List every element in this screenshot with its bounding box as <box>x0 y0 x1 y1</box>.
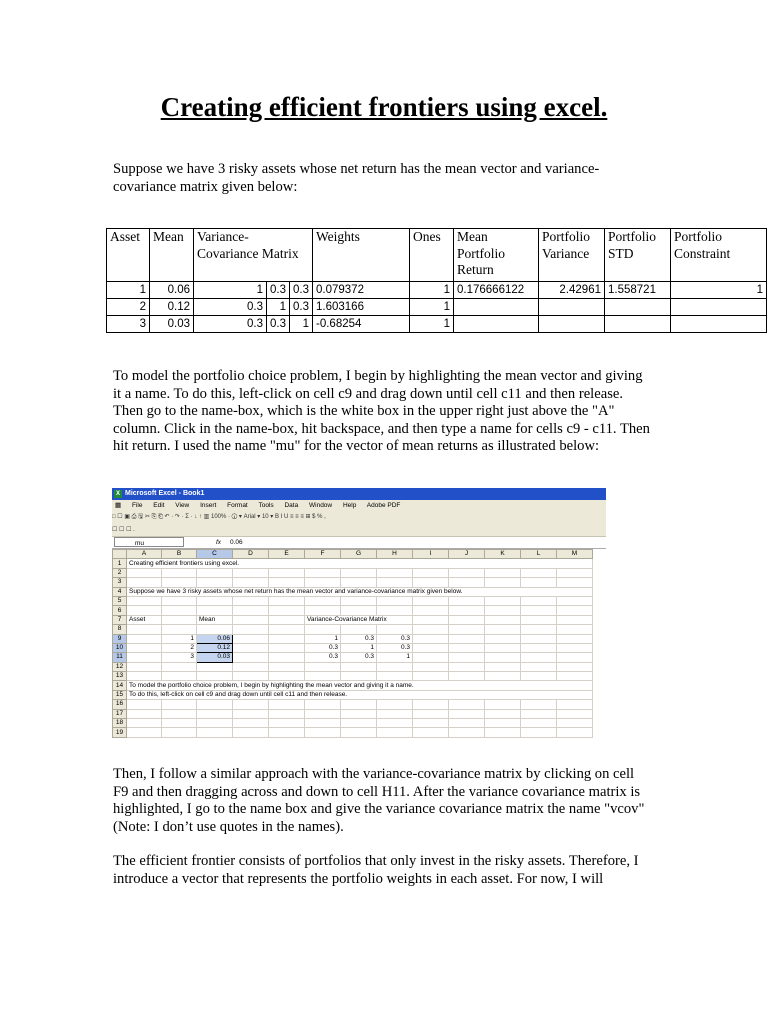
excel-title-bar <box>112 488 606 500</box>
cell: 0.06 <box>150 282 194 299</box>
cell <box>671 316 767 333</box>
row-header[interactable]: 17 <box>113 709 127 718</box>
row-header[interactable]: 14 <box>113 681 127 690</box>
cell-g9[interactable]: 0.3 <box>341 634 377 643</box>
cell: 1 <box>671 282 767 299</box>
cell: 0.3 <box>290 299 313 316</box>
cell-h11[interactable]: 1 <box>377 653 413 662</box>
header-portfolio-std: Portfolio STD <box>605 229 671 282</box>
row-header[interactable]: 3 <box>113 578 127 587</box>
sheet-row <box>113 606 593 615</box>
col-header-d[interactable]: D <box>233 550 269 559</box>
excel-menu-bar <box>112 500 606 511</box>
cell-a14[interactable]: To model the portfolio choice problem, I begin by highlighting the mean vector and giving it a name. <box>127 681 593 690</box>
sheet-row <box>113 709 593 718</box>
cell-f9[interactable]: 1 <box>305 634 341 643</box>
excel-screenshot <box>112 488 606 750</box>
header-mean: Mean <box>150 229 194 282</box>
cell-b11[interactable]: 3 <box>162 653 197 662</box>
cell <box>539 316 605 333</box>
spreadsheet-grid[interactable] <box>112 549 593 738</box>
sheet-row <box>113 596 593 605</box>
row-header[interactable]: 7 <box>113 615 127 624</box>
cell-c11[interactable]: 0.03 <box>197 653 233 662</box>
cell: 1 <box>410 299 454 316</box>
document-title: Creating efficient frontiers using excel. <box>160 92 608 122</box>
fx-icon: fx <box>216 539 222 546</box>
cell-a1[interactable]: Creating efficient frontiers using excel. <box>127 559 593 568</box>
cell: 0.176666122 <box>454 282 539 299</box>
col-header-k[interactable]: K <box>485 550 521 559</box>
header-variance-covariance: Variance-Covariance Matrix <box>194 229 313 282</box>
col-header-m[interactable]: M <box>557 550 593 559</box>
table-row <box>107 282 767 299</box>
sheet-row <box>113 719 593 728</box>
row-header[interactable]: 18 <box>113 719 127 728</box>
row-header[interactable]: 6 <box>113 606 127 615</box>
cell: 1 <box>410 316 454 333</box>
cell-f7[interactable]: Variance-Covariance Matrix <box>305 615 413 624</box>
col-header-l[interactable]: L <box>521 550 557 559</box>
sheet-row <box>113 643 593 652</box>
cell-b9[interactable]: 1 <box>162 634 197 643</box>
instructions-paragraph: To model the portfolio choice problem, I begin by highlighting the mean vector and giving it a name. To do this, left-click on cell c9 and drag down until cell c11 and then release. Then go to the name-box, which is the white box in the upper right just above the "A" column. Click in the name-box, hit backspace, and then type a name for cells c9 - c11. Then hit return. I used the name "mu" for the vector of mean returns as illustrated below: <box>113 368 650 455</box>
col-header-i[interactable]: I <box>413 550 449 559</box>
menu-file[interactable]: File <box>131 502 143 509</box>
cell: 1.603166 <box>313 299 410 316</box>
menu-data[interactable]: Data <box>284 502 299 509</box>
cell: 1 <box>107 282 150 299</box>
cell-f10[interactable]: 0.3 <box>305 643 341 652</box>
cell-a4[interactable]: Suppose we have 3 risky assets whose net return has the mean vector and variance-covariance matrix given below. <box>127 587 593 596</box>
col-header-c[interactable]: C <box>197 550 233 559</box>
table-header-row <box>107 229 767 282</box>
sheet-row <box>113 653 593 662</box>
sheet-row <box>113 634 593 643</box>
row-header[interactable]: 8 <box>113 625 127 634</box>
vcov-paragraph: Then, I follow a similar approach with the variance-covariance matrix by clicking on cell F9 and then dragging across and down to cell H11. After the variance covariance matrix is highlighted, I go to the name box and give the variance covariance matrix the name "vcov" (Note: I don’t use quotes in the names). <box>113 766 645 835</box>
cell-c7[interactable]: Mean <box>197 615 233 624</box>
cell-a7[interactable]: Asset <box>127 615 162 624</box>
cell-g10[interactable]: 1 <box>341 643 377 652</box>
cell: 0.3 <box>267 282 290 299</box>
cell-c10[interactable]: 0.12 <box>197 643 233 652</box>
header-portfolio-constraint: Portfolio Constraint <box>671 229 767 282</box>
cell: 2.42961 <box>539 282 605 299</box>
frontier-paragraph: The efficient frontier consists of portfolios that only invest in the risky assets. Therefore, I introduce a vector that represents the portfolio weights in each asset. For now, I will <box>113 853 639 887</box>
sheet-row <box>113 672 593 681</box>
sheet-row <box>113 681 593 690</box>
col-header-a[interactable]: A <box>127 550 162 559</box>
cell-c9[interactable]: 0.06 <box>197 634 233 643</box>
cell: 0.12 <box>150 299 194 316</box>
excel-window-title: Microsoft Excel - Book1 <box>125 490 205 497</box>
sheet-row <box>113 559 593 568</box>
menu-format[interactable]: Format <box>227 502 248 509</box>
asset-data-table <box>106 228 767 333</box>
cell-h10[interactable]: 0.3 <box>377 643 413 652</box>
excel-app-icon: X <box>115 491 120 497</box>
menu-help[interactable]: Help <box>342 502 357 509</box>
menu-view[interactable]: View <box>175 502 190 509</box>
table-row <box>107 299 767 316</box>
cell-h9[interactable]: 0.3 <box>377 634 413 643</box>
row-header[interactable]: 5 <box>113 596 127 605</box>
cell <box>454 316 539 333</box>
row-header[interactable]: 16 <box>113 700 127 709</box>
header-mean-portfolio-return: Mean Portfolio Return <box>454 229 539 282</box>
row-header[interactable]: 1 <box>113 559 127 568</box>
cell: 0.3 <box>267 316 290 333</box>
cell-a15[interactable]: To do this, left-click on cell c9 and drag down until cell c11 and then release. <box>127 690 593 699</box>
cell: 2 <box>107 299 150 316</box>
cell: 0.3 <box>194 316 267 333</box>
row-header[interactable]: 9 <box>113 634 127 643</box>
col-header-h[interactable]: H <box>377 550 413 559</box>
cell-b10[interactable]: 2 <box>162 643 197 652</box>
formula-value[interactable]: 0.06 <box>230 539 243 546</box>
intro-paragraph: Suppose we have 3 risky assets whose net return has the mean vector and variance-covariance matrix given below: <box>113 161 600 195</box>
row-header[interactable]: 13 <box>113 672 127 681</box>
row-header[interactable]: 10 <box>113 643 127 652</box>
col-header-b[interactable]: B <box>162 550 197 559</box>
sheet-row <box>113 690 593 699</box>
row-header[interactable]: 15 <box>113 690 127 699</box>
cell <box>671 299 767 316</box>
menu-tools[interactable]: Tools <box>258 502 274 509</box>
sheet-row <box>113 662 593 671</box>
row-header[interactable]: 2 <box>113 568 127 577</box>
cell <box>605 316 671 333</box>
row-header[interactable]: 19 <box>113 728 127 737</box>
col-header-f[interactable]: F <box>305 550 341 559</box>
sheet-row <box>113 615 593 624</box>
column-header-row <box>113 550 593 559</box>
cell <box>454 299 539 316</box>
menu-window[interactable]: Window <box>309 502 333 509</box>
sheet-row <box>113 700 593 709</box>
col-header-g[interactable]: G <box>341 550 377 559</box>
formula-bar <box>112 537 606 549</box>
header-asset: Asset <box>107 229 150 282</box>
menu-insert[interactable]: Insert <box>200 502 217 509</box>
excel-toolbar[interactable]: □ ☐ ▣ ⎙ 🖫 ✂ ⎘ ⎗ ↶ · ↷ · Σ · ↓ ↑ ▥ 100% · ⓘ ▾ Arial ▾ 10 ▾ B I U ≡ ≡ ≡ ⊞ $ % , <box>112 511 606 525</box>
cell: -0.68254 <box>313 316 410 333</box>
cell: 1.558721 <box>605 282 671 299</box>
row-header[interactable]: 12 <box>113 662 127 671</box>
header-portfolio-variance: Portfolio Variance <box>539 229 605 282</box>
row-header[interactable]: 4 <box>113 587 127 596</box>
cell: 0.3 <box>290 282 313 299</box>
cell: 3 <box>107 316 150 333</box>
table-row <box>107 316 767 333</box>
sheet-row <box>113 578 593 587</box>
header-weights: Weights <box>313 229 410 282</box>
cell: 0.3 <box>194 299 267 316</box>
cell: 1 <box>267 299 290 316</box>
sheet-row <box>113 587 593 596</box>
row-header[interactable]: 11 <box>113 653 127 662</box>
cell <box>605 299 671 316</box>
cell: 1 <box>410 282 454 299</box>
col-header-j[interactable]: J <box>449 550 485 559</box>
sheet-row <box>113 625 593 634</box>
sheet-row <box>113 568 593 577</box>
cell <box>539 299 605 316</box>
sheet-row <box>113 728 593 737</box>
cell: 0.079372 <box>313 282 410 299</box>
cell: 0.03 <box>150 316 194 333</box>
excel-toolbar-secondary[interactable]: ☐ ☐ ☐ . <box>112 524 606 537</box>
col-header-e[interactable]: E <box>269 550 305 559</box>
cell: 1 <box>194 282 267 299</box>
excel-doc-icon: ▦ <box>115 502 122 509</box>
cell: 1 <box>290 316 313 333</box>
select-all-corner[interactable] <box>113 550 127 559</box>
cell-f11[interactable]: 0.3 <box>305 653 341 662</box>
name-box[interactable]: mu <box>114 537 184 547</box>
menu-adobe-pdf[interactable]: Adobe PDF <box>366 502 401 509</box>
header-ones: Ones <box>410 229 454 282</box>
cell-g11[interactable]: 0.3 <box>341 653 377 662</box>
menu-edit[interactable]: Edit <box>153 502 165 509</box>
